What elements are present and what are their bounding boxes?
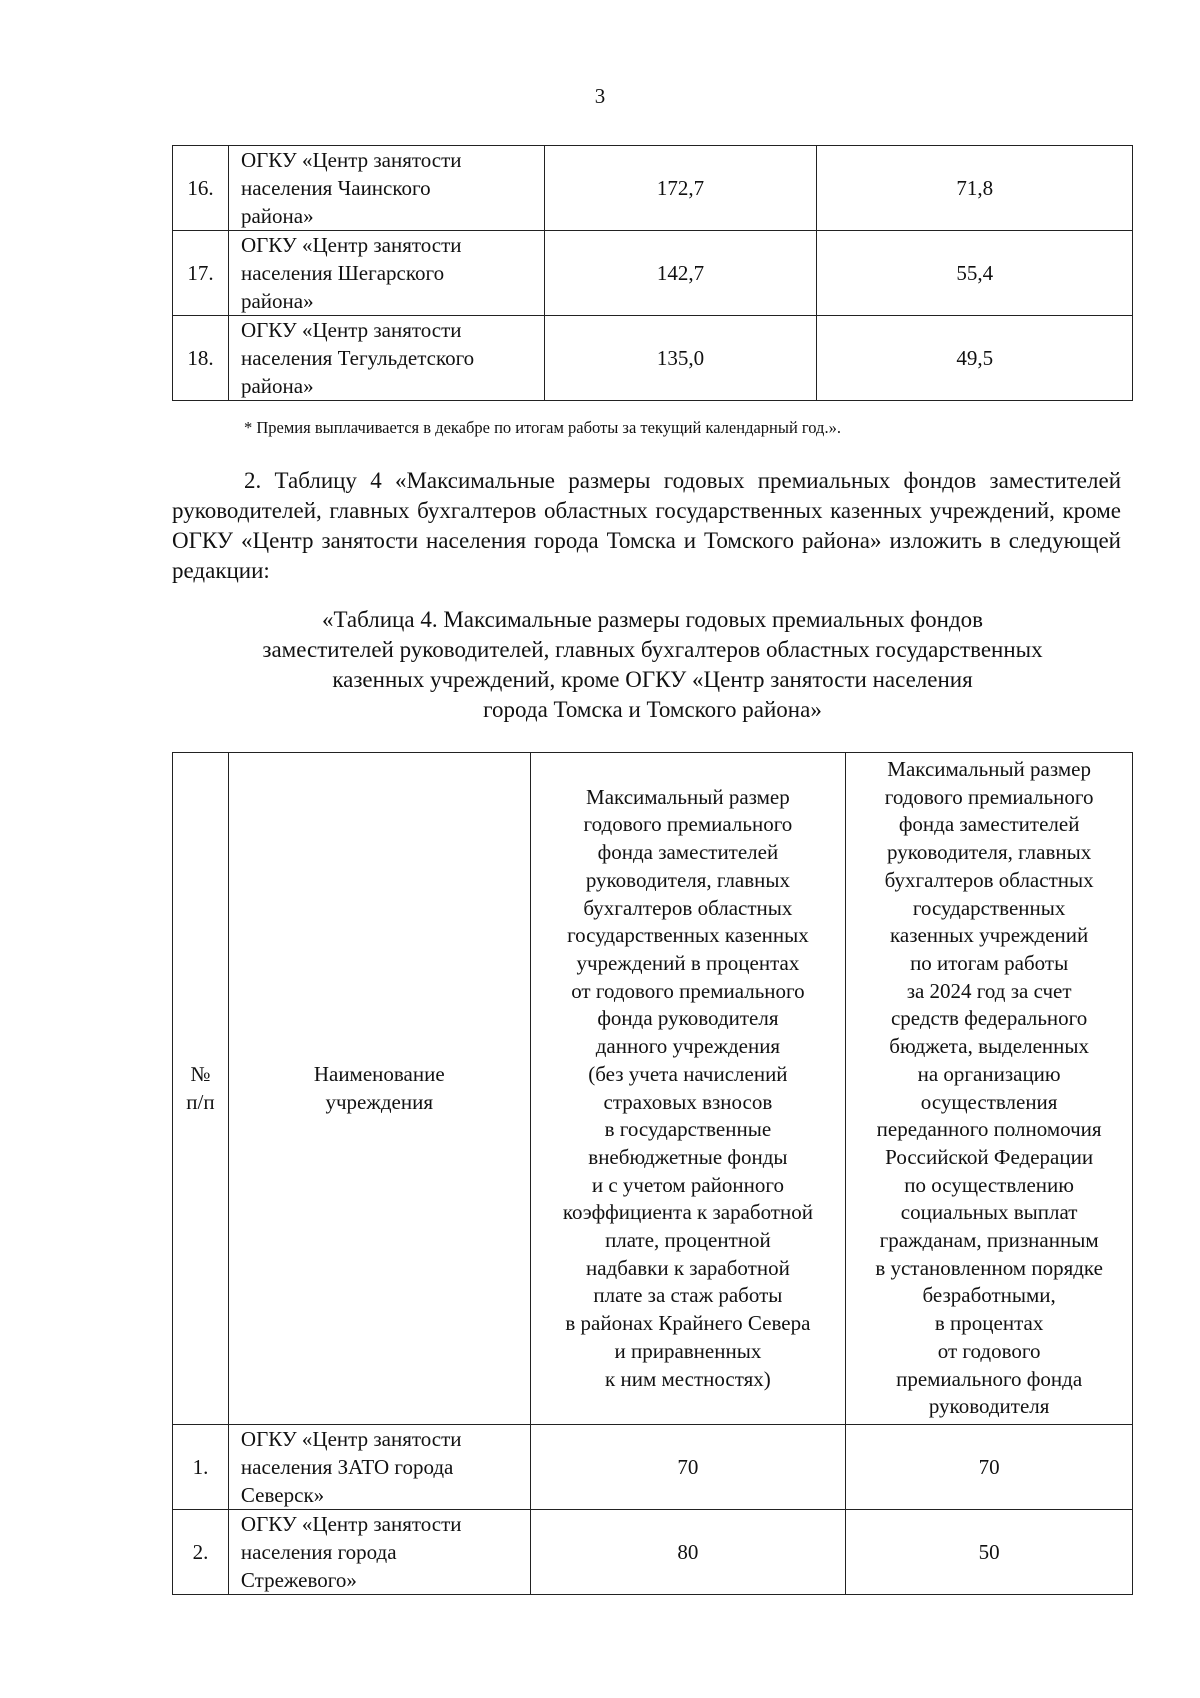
table-row — [173, 316, 1133, 401]
text-line: государственных — [912, 895, 1066, 920]
text-line: коэффициента к заработной — [562, 1200, 813, 1225]
table-row — [173, 1425, 1133, 1510]
text-line: переданного полномочия — [876, 1117, 1102, 1142]
text-line: учреждения — [325, 1089, 434, 1114]
text-line: за 2024 год за счет — [906, 978, 1072, 1003]
text-line: Северск» — [240, 1483, 325, 1507]
value-cell: 135,0 — [544, 316, 817, 401]
value-cell: 71,8 — [817, 146, 1133, 231]
row-number: 16. — [173, 146, 229, 231]
table-row — [173, 1510, 1133, 1595]
text-line: бухгалтеров областных — [583, 895, 793, 920]
caption-line: «Таблица 4. Максимальные размеры годовых премиальных фондов — [321, 607, 984, 632]
text-line: (без учета начислений — [588, 1061, 788, 1086]
text-line: гражданам, признанным — [879, 1228, 1099, 1253]
institution-name — [228, 316, 544, 401]
text-line: бухгалтеров областных — [884, 867, 1094, 892]
table-header-row — [173, 753, 1133, 1425]
text-line: Максимальный размер — [887, 757, 1091, 782]
header-name — [228, 753, 530, 1425]
text-line: района» — [240, 374, 314, 398]
text-line: к ним местностях) — [605, 1366, 771, 1391]
text-line: социальных выплат — [900, 1200, 1078, 1225]
caption-line: заместителей руководителей, главных бухгалтеров областных государственных — [262, 637, 1043, 662]
footnote: * Премия выплачивается в декабре по итогам работы за текущий календарный год.». — [244, 418, 841, 437]
text-line: населения Шегарского — [240, 261, 445, 285]
row-number: 1. — [173, 1425, 229, 1510]
text-line: плате, процентной — [605, 1228, 771, 1253]
text-line: руководителя, главных — [585, 867, 791, 892]
text-line: руководителя, главных — [887, 840, 1092, 865]
text-line: ОГКУ «Центр занятости — [240, 1512, 462, 1536]
text-line: данного учреждения — [595, 1034, 781, 1059]
value-cell: 80 — [530, 1510, 846, 1595]
caption-line: города Томска и Томского района» — [483, 697, 822, 722]
text-line: населения Тегульдетского — [240, 346, 475, 370]
text-line: и приравненных — [614, 1338, 762, 1363]
text-line: страховых взносов — [603, 1089, 773, 1114]
text-line: Максимальный размер — [586, 784, 790, 809]
institution-name — [228, 1510, 530, 1595]
text-line: фонда заместителей — [898, 812, 1080, 837]
text-line: надбавки к заработной — [586, 1255, 790, 1280]
value-cell: 70 — [846, 1425, 1133, 1510]
text-line: казенных учреждений — [889, 923, 1089, 948]
text-line: внебюджетные фонды — [588, 1144, 788, 1169]
text-line: в процентах — [934, 1311, 1044, 1336]
text-line: фонда руководителя — [597, 1006, 779, 1031]
header-federal-percent — [846, 753, 1133, 1425]
table-row — [173, 231, 1133, 316]
text-line: учреждений в процентах — [576, 950, 800, 975]
text-line: ОГКУ «Центр занятости — [240, 318, 462, 342]
text-line: плате за стаж работы — [593, 1283, 783, 1308]
text-line: в установленном порядке — [875, 1255, 1103, 1280]
text-line: фонда заместителей — [597, 840, 779, 865]
value-cell: 49,5 — [817, 316, 1133, 401]
row-number: 17. — [173, 231, 229, 316]
text-line: ОГКУ «Центр занятости — [240, 148, 462, 172]
institution-name — [228, 146, 544, 231]
text-line: средств федерального — [890, 1006, 1088, 1031]
text-line: руководителя — [928, 1394, 1050, 1419]
institution-name — [228, 231, 544, 316]
text-line: населения Чаинского — [240, 176, 431, 200]
text-line: ОГКУ «Центр занятости — [240, 1427, 462, 1451]
table-row — [173, 146, 1133, 231]
text-line: населения города — [240, 1540, 397, 1564]
text-line: Российской Федерации — [885, 1144, 1094, 1169]
value-cell: 55,4 — [817, 231, 1133, 316]
header-dept-percent — [530, 753, 846, 1425]
text-line: безработными, — [922, 1283, 1056, 1308]
text-line: от годового премиального — [571, 978, 805, 1003]
text-line: премиального фонда — [896, 1366, 1083, 1391]
text-line: Наименование — [313, 1061, 445, 1086]
value-cell: 70 — [530, 1425, 846, 1510]
text-line: в районах Крайнего Севера — [565, 1311, 811, 1336]
text-line: на организацию — [917, 1061, 1061, 1086]
value-cell: 172,7 — [544, 146, 817, 231]
text-line: государственных казенных — [567, 923, 809, 948]
text-line: и с учетом районного — [591, 1172, 784, 1197]
text-line: по осуществлению — [904, 1172, 1074, 1197]
header-num — [173, 753, 229, 1425]
amendment-paragraph: 2. Таблицу 4 «Максимальные размеры годовых премиальных фондов заместителей руководителей, главных бухгалтеров областных государственных казенных учреждений, кроме ОГКУ «Центр занятости населения города Томска и Томского района» изложить в следующей редакции: — [172, 468, 1121, 583]
text-line: годового премиального — [884, 784, 1094, 809]
text-line: Стрежевого» — [240, 1568, 357, 1592]
text-line: бюджета, выделенных — [889, 1034, 1089, 1059]
text-line: в государственные — [604, 1117, 772, 1142]
caption-line: казенных учреждений, кроме ОГКУ «Центр занятости населения — [332, 667, 973, 692]
text-line: № — [190, 1061, 211, 1086]
text-line: ОГКУ «Центр занятости — [240, 233, 462, 257]
text-line: осуществления — [920, 1089, 1058, 1114]
value-cell: 50 — [846, 1510, 1133, 1595]
table-caption — [172, 605, 1133, 725]
continued-table — [172, 145, 1133, 401]
value-cell: 142,7 — [544, 231, 817, 316]
text-line: от годового — [937, 1338, 1041, 1363]
text-line: района» — [240, 289, 314, 313]
table-4 — [172, 752, 1133, 1595]
row-number: 2. — [173, 1510, 229, 1595]
text-line: района» — [240, 204, 314, 228]
row-number: 18. — [173, 316, 229, 401]
text-line: п/п — [186, 1089, 215, 1114]
text-line: населения ЗАТО города — [240, 1455, 454, 1479]
text-line: годового премиального — [583, 812, 793, 837]
text-line: по итогам работы — [910, 950, 1069, 975]
institution-name — [228, 1425, 530, 1510]
page-number: 3 — [594, 84, 606, 108]
